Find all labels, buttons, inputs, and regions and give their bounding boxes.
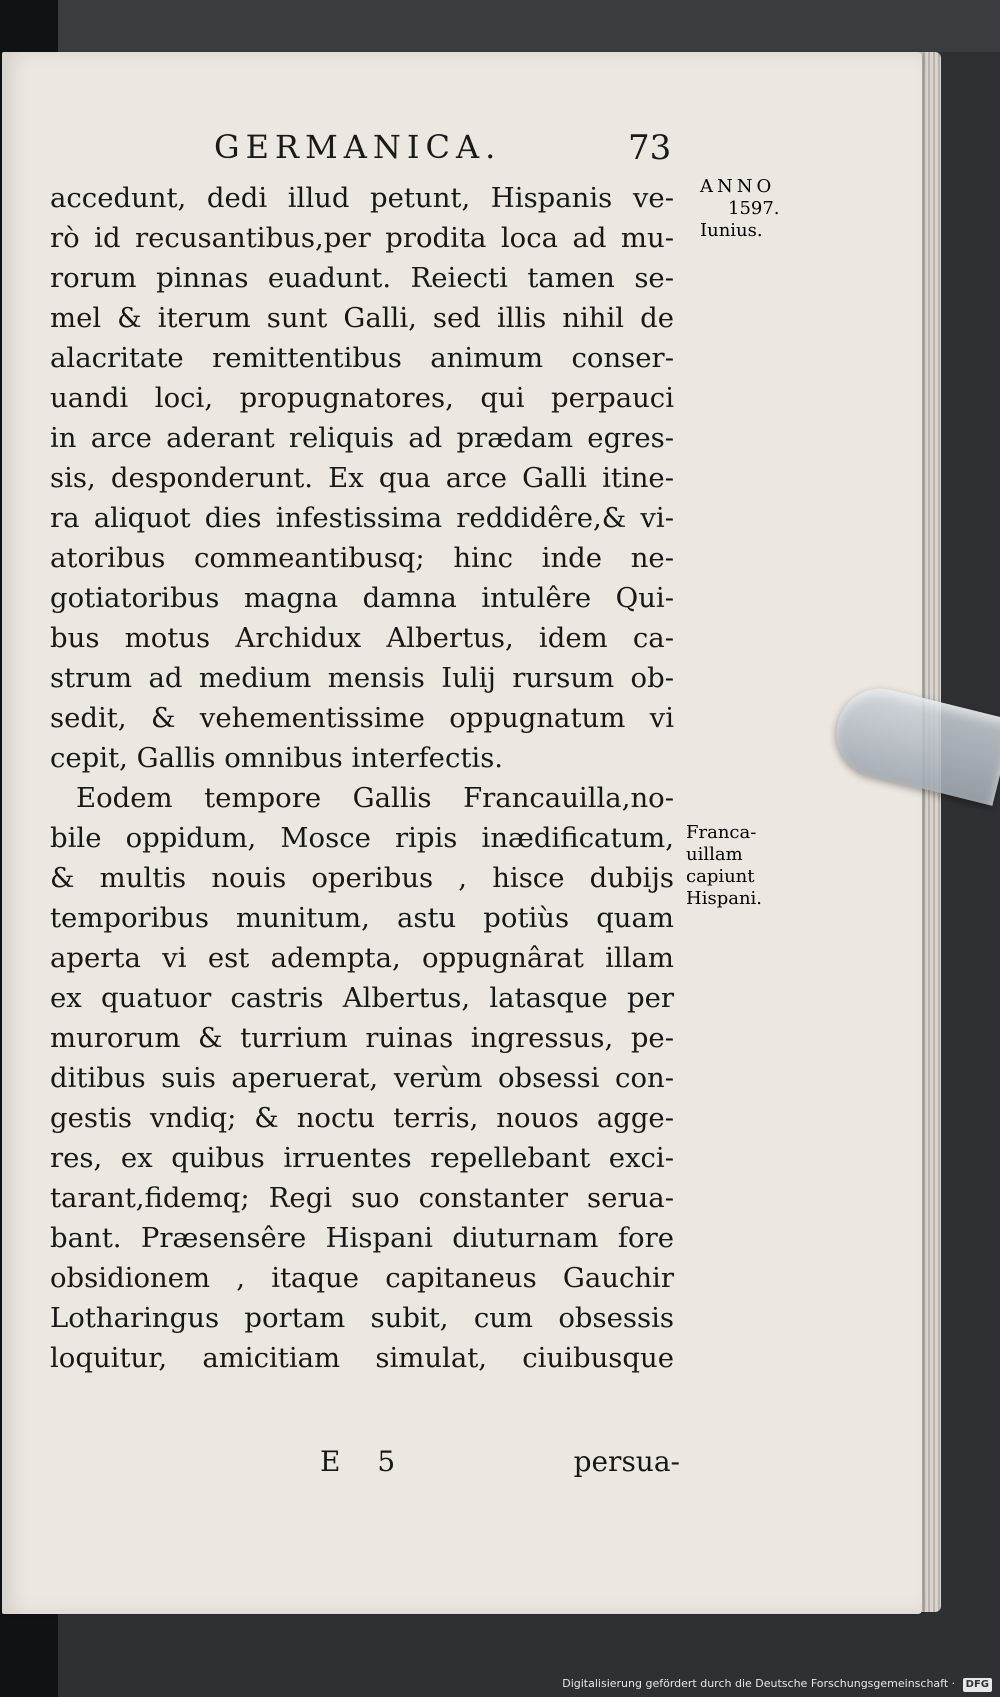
running-head: GERMANICA. xyxy=(214,128,502,166)
text-line: ra aliquot dies infestissima reddidêre,& vi- xyxy=(50,502,674,534)
text-line: rorum pinnas euadunt. Reiecti tamen se- xyxy=(50,262,674,294)
margin-note-line: capiunt xyxy=(686,866,755,887)
page-number: 73 xyxy=(628,128,672,168)
main-text-block xyxy=(50,178,680,1378)
text-line: sedit, & vehementissime oppugnatum vi xyxy=(50,702,674,734)
margin-note-line: uillam xyxy=(686,844,743,865)
text-line: bile oppidum, Mosce ripis inædificatum, xyxy=(50,822,674,854)
text-line: ditibus suis aperuerat, verùm obsessi con- xyxy=(50,1062,674,1094)
text-line: murorum & turrium ruinas ingressus, pe- xyxy=(50,1022,674,1054)
signature-mark: E 5 xyxy=(320,1445,410,1478)
text-line: & multis nouis operibus , hisce dubijs xyxy=(50,862,674,894)
text-line: Eodem tempore Gallis Francauilla,no- xyxy=(76,782,674,814)
text-line: uandi loci, propugnatores, qui perpauci xyxy=(50,382,674,414)
text-line: atoribus commeantibusq; hinc inde ne- xyxy=(50,542,674,574)
text-line: alacritate remittentibus animum conser- xyxy=(50,342,674,374)
text-line: sis, desponderunt. Ex qua arce Galli itine- xyxy=(50,462,674,494)
margin-note-line: Iunius. xyxy=(700,220,763,241)
margin-note-anno xyxy=(700,176,780,242)
text-line: accedunt, dedi illud petunt, Hispanis ve- xyxy=(50,182,674,214)
text-line: loquitur, amicitiam simulat, ciuibusque xyxy=(50,1342,674,1374)
credit-text: Digitalisierung gefördert durch die Deutsche Forschungsgemeinschaft · xyxy=(562,1677,956,1690)
text-line: strum ad medium mensis Iulij rursum ob- xyxy=(50,662,674,694)
digitization-credit xyxy=(0,1674,992,1694)
text-line: aperta vi est adempta, oppugnârat illam xyxy=(50,942,674,974)
margin-note-line: ANNO xyxy=(700,176,776,197)
text-line: cepit, Gallis omnibus interfectis. xyxy=(50,742,504,774)
text-line: in arce aderant reliquis ad prædam egres- xyxy=(50,422,674,454)
text-line: obsidionem , itaque capitaneus Gauchir xyxy=(50,1262,674,1294)
text-line: temporibus munitum, astu potiùs quam xyxy=(50,902,674,934)
text-line: Lotharingus portam subit, cum obsessis xyxy=(50,1302,674,1334)
margin-note-line: 1597. xyxy=(728,198,780,219)
text-line: tarant,fidemq; Regi suo constanter serua- xyxy=(50,1182,674,1214)
page-footer xyxy=(50,1445,680,1485)
text-line: res, ex quibus irruentes repellebant exci- xyxy=(50,1142,674,1174)
margin-note-line: Hispani. xyxy=(686,888,763,909)
text-line: ex quatuor castris Albertus, latasque per xyxy=(50,982,674,1014)
text-line: rò id recusantibus,per prodita loca ad mu- xyxy=(50,222,674,254)
text-line: bus motus Archidux Albertus, idem ca- xyxy=(50,622,674,654)
scanner-background-top xyxy=(0,0,1000,52)
dfg-logo: DFG xyxy=(963,1678,992,1692)
margin-note-line: Franca- xyxy=(686,822,757,843)
text-line: bant. Præsensêre Hispani diuturnam fore xyxy=(50,1222,674,1254)
margin-note-franca xyxy=(686,822,762,910)
catchword: persua- xyxy=(573,1445,680,1478)
text-line: gotiatoribus magna damna intulêre Qui- xyxy=(50,582,674,614)
text-line: mel & iterum sunt Galli, sed illis nihil de xyxy=(50,302,674,334)
text-line: gestis vndiq; & noctu terris, nouos agge- xyxy=(50,1102,674,1134)
